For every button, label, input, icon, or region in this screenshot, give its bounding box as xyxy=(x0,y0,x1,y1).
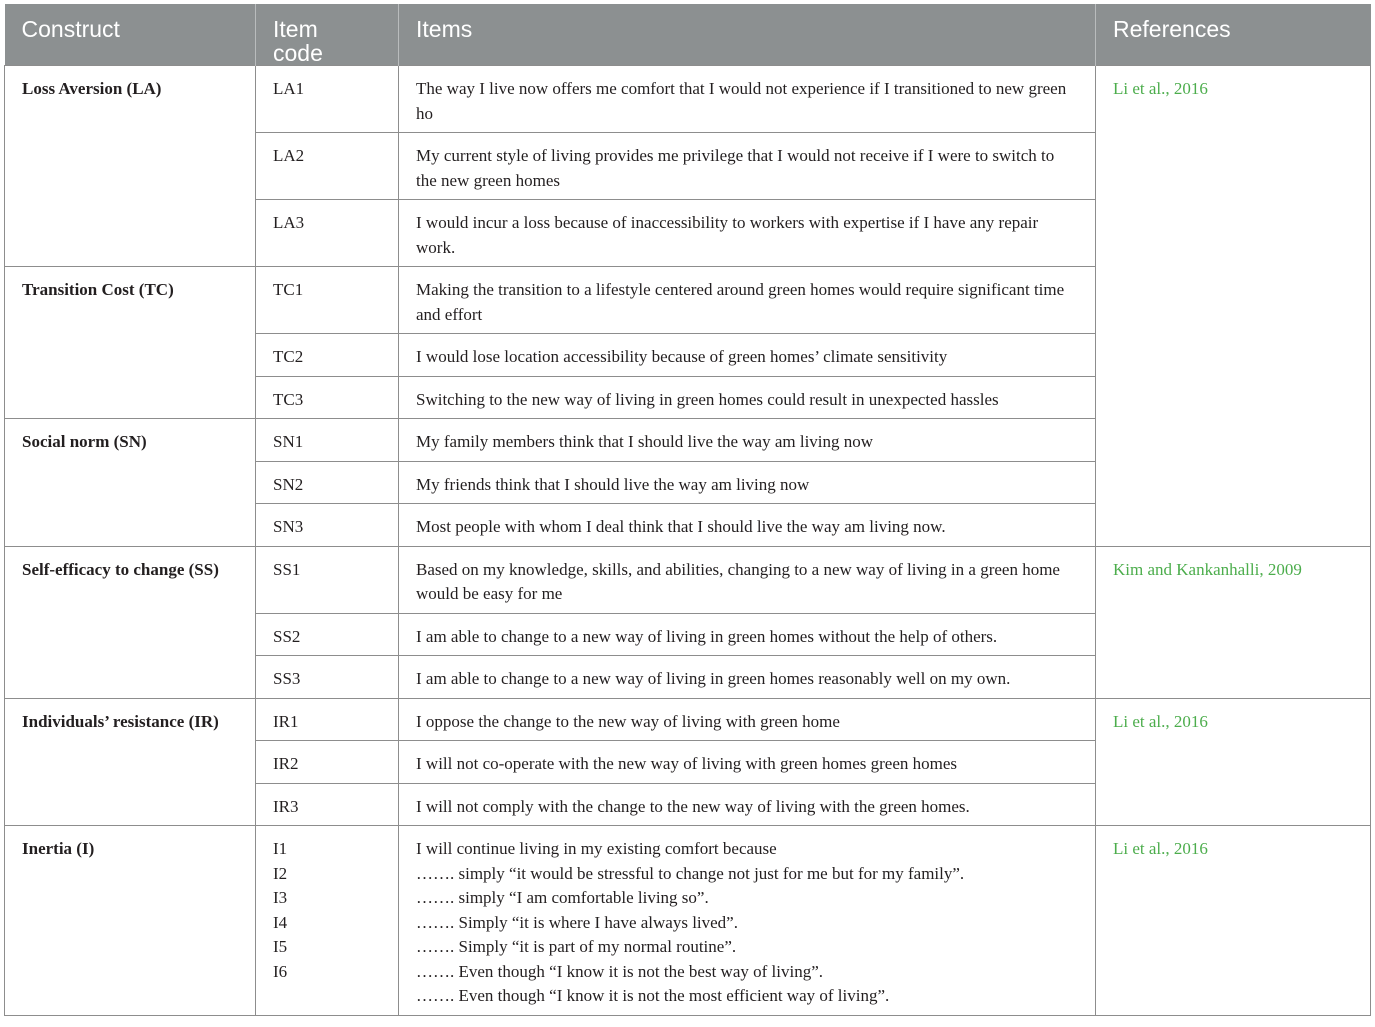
header-items: Items xyxy=(399,4,1096,66)
table-row xyxy=(5,698,1371,741)
construct-cell: Loss Aversion (LA) xyxy=(5,66,256,267)
construct-cell: Individuals’ resistance (IR) xyxy=(5,698,256,826)
item-text-cell: My family members think that I should live the way am living now xyxy=(399,419,1096,462)
header-construct: Construct xyxy=(5,4,256,66)
item-code-cell: TC2 xyxy=(256,334,399,377)
item-code: I5 xyxy=(273,937,288,956)
item-code-cell: IR3 xyxy=(256,783,399,826)
item-line: ……. simply “it would be stressful to change not just for me but for my family”. xyxy=(416,863,965,883)
item-text-cell: I am able to change to a new way of living in green homes without the help of others. xyxy=(399,613,1096,656)
table-row xyxy=(5,66,1371,133)
item-text-cell: I would lose location accessibility because of green homes’ climate sensitivity xyxy=(399,334,1096,377)
item-code-cell: IR2 xyxy=(256,741,399,784)
construct-cell: Inertia (I) xyxy=(5,826,256,1016)
reference-cell: Kim and Kankanhalli, 2009 xyxy=(1096,546,1371,698)
item-line: ……. simply “I am comfortable living so”. xyxy=(416,888,709,907)
item-text-cell: Most people with whom I deal think that I should live the way am living now. xyxy=(399,504,1096,547)
reference-cell: Li et al., 2016 xyxy=(1096,698,1371,826)
item-code-cell: LA1 xyxy=(256,66,399,133)
item-code: I3 xyxy=(273,888,288,907)
construct-cell: Transition Cost (TC) xyxy=(5,267,256,419)
item-code: I1 xyxy=(273,839,288,858)
item-code-cell: SS1 xyxy=(256,546,399,613)
item-text-cell: My friends think that I should live the way am living now xyxy=(399,461,1096,504)
item-text-cell: Switching to the new way of living in green homes could result in unexpected hassles xyxy=(399,376,1096,419)
item-code-cell: SN3 xyxy=(256,504,399,547)
item-text-cell: My current style of living provides me privilege that I would not receive if I were to switch to the new green homes xyxy=(399,133,1096,200)
item-code-cell: SN1 xyxy=(256,419,399,462)
item-text-cell: Making the transition to a lifestyle centered around green homes would require significant time and effort xyxy=(399,267,1096,334)
table-row xyxy=(5,826,1371,1016)
item-line: ……. Simply “it is where I have always lived”. xyxy=(416,912,738,932)
item-text-cell xyxy=(399,826,1096,1016)
item-line: ……. Even though “I know it is not the most efficient way of living”. xyxy=(416,986,890,1005)
item-code-cell: SN2 xyxy=(256,461,399,504)
item-text-cell: I will not comply with the change to the new way of living with the green homes. xyxy=(399,783,1096,826)
construct-cell: Social norm (SN) xyxy=(5,419,256,547)
item-code: I2 xyxy=(273,863,288,883)
item-text-cell: I oppose the change to the new way of living with green home xyxy=(399,698,1096,741)
item-code-cell: LA3 xyxy=(256,200,399,267)
item-code-cell: SS3 xyxy=(256,656,399,699)
construct-cell: Self-efficacy to change (SS) xyxy=(5,546,256,698)
reference-cell: Li et al., 2016 xyxy=(1096,66,1371,547)
item-code-cell: SS2 xyxy=(256,613,399,656)
constructs-table xyxy=(4,4,1371,1016)
item-code-cell: IR1 xyxy=(256,698,399,741)
item-code-cell: TC3 xyxy=(256,376,399,419)
item-line: I will continue living in my existing comfort because xyxy=(416,839,777,858)
item-text-cell: I am able to change to a new way of living in green homes reasonably well on my own. xyxy=(399,656,1096,699)
item-text-cell: Based on my knowledge, skills, and abilities, changing to a new way of living in a green home would be easy for me xyxy=(399,546,1096,613)
item-text-cell: I will not co-operate with the new way of living with green homes green homes xyxy=(399,741,1096,784)
item-code-cell: LA2 xyxy=(256,133,399,200)
item-code: I4 xyxy=(273,912,288,932)
item-code-cell xyxy=(256,826,399,1016)
item-code-cell: TC1 xyxy=(256,267,399,334)
item-code: I6 xyxy=(273,961,288,981)
header-row xyxy=(5,4,1371,66)
header-item-code: Item code xyxy=(256,4,399,66)
item-text-cell: I would incur a loss because of inaccessibility to workers with expertise if I have any repair work. xyxy=(399,200,1096,267)
reference-cell: Li et al., 2016 xyxy=(1096,826,1371,1016)
item-line: ……. Even though “I know it is not the best way of living”. xyxy=(416,961,823,981)
header-references: References xyxy=(1096,4,1371,66)
table-row xyxy=(5,546,1371,613)
item-line: ……. Simply “it is part of my normal routine”. xyxy=(416,937,737,956)
item-text-cell: The way I live now offers me comfort that I would not experience if I transitioned to new green ho xyxy=(399,66,1096,133)
